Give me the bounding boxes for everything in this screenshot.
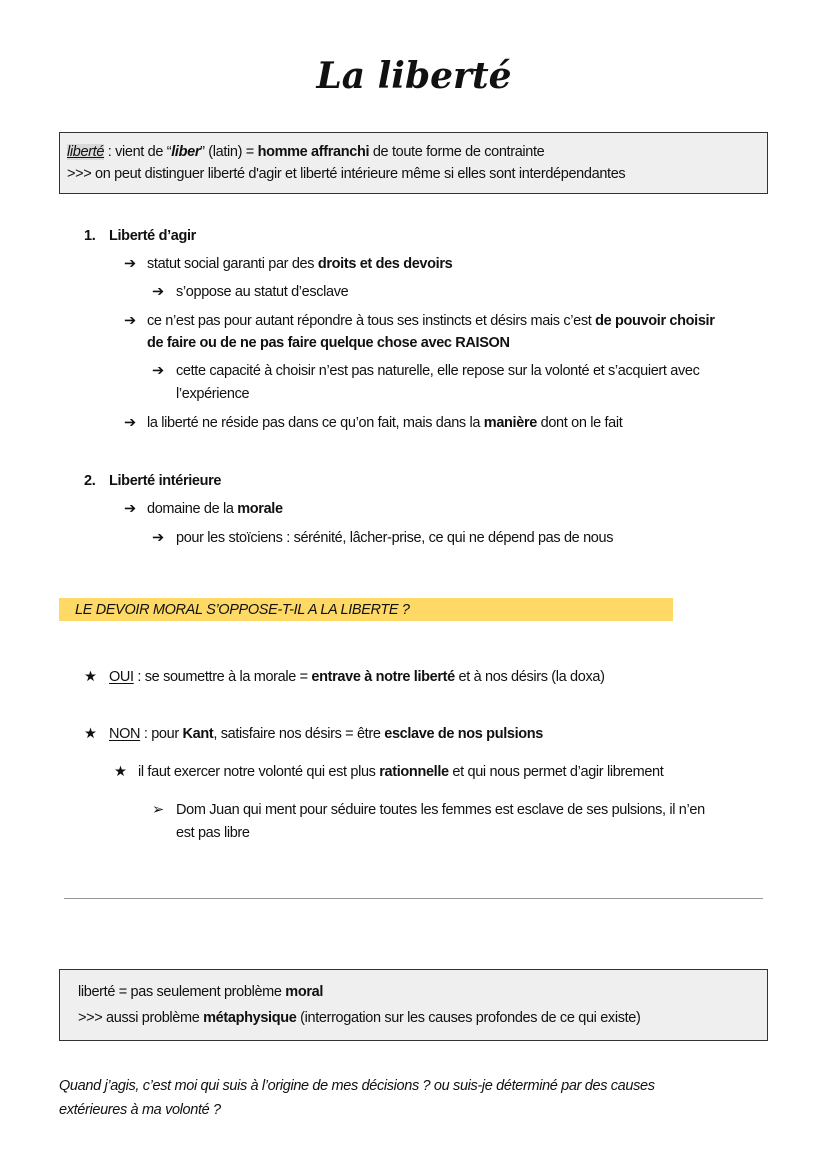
star-icon: ★ [84, 669, 97, 685]
bold-text: entrave à notre liberté [311, 669, 455, 685]
sub-list-item: cette capacité à choisir n’est pas naturelle, elle repose sur la volonté et s’acquiert avec [176, 363, 700, 379]
number: 2. [84, 473, 96, 489]
arrow-icon: ➔ [124, 415, 136, 431]
text: de toute forme de contrainte [369, 144, 545, 160]
text: , satisfaire nos désirs = être [213, 726, 385, 742]
oui-label: OUI [109, 669, 134, 685]
definition-line-1 [67, 141, 544, 163]
answer-oui [109, 666, 605, 688]
text: et à nos désirs (la doxa) [454, 669, 605, 685]
divider [64, 898, 763, 899]
star-icon: ★ [114, 764, 127, 780]
sub-answer [138, 761, 663, 783]
page-title: La liberté [316, 55, 512, 97]
bold-text: de faire ou de ne pas faire quelque chose avec RAISON [147, 335, 510, 351]
arrow-icon: ➔ [124, 256, 136, 272]
bold-text: esclave de nos pulsions [384, 726, 543, 742]
box2-line-2 [78, 1007, 640, 1029]
bold-text: morale [237, 501, 283, 517]
list-item [147, 253, 452, 275]
question-banner [59, 598, 673, 621]
text: >>> aussi problème [78, 1010, 204, 1026]
list-item [147, 310, 715, 332]
example: Dom Juan qui ment pour séduire toutes les femmes est esclave de ses pulsions, il n’en [176, 802, 705, 818]
arrow-icon: ➔ [152, 530, 164, 546]
section2-number [84, 470, 95, 492]
text: ” (latin) = [200, 144, 258, 160]
sub-list-item: s’oppose au statut d’esclave [176, 284, 349, 300]
bold-text: métaphysique [203, 1010, 297, 1026]
number: 1. [84, 228, 96, 244]
arrow-icon: ➔ [124, 313, 136, 329]
example-continuation: est pas libre [176, 825, 250, 841]
non-label: NON [109, 726, 141, 742]
latin-word: liber [171, 144, 201, 160]
section2-heading [109, 470, 221, 492]
closing-question-line-2: extérieures à ma volonté ? [59, 1102, 221, 1118]
bold-text: homme affranchi [257, 144, 370, 160]
bold-text: de pouvoir choisir [595, 313, 715, 329]
banner-text: LE DEVOIR MORAL S’OPPOSE-T-IL A LA LIBERTE ? [75, 602, 410, 618]
heading: Liberté d’agir [109, 228, 196, 244]
list-item [147, 498, 283, 520]
metaphysics-box [59, 969, 768, 1041]
text: liberté = pas seulement problème [78, 984, 286, 1000]
text: ce n’est pas pour autant répondre à tous ses instincts et désirs mais c’est [147, 313, 596, 329]
text: : pour [140, 726, 183, 742]
star-icon: ★ [84, 726, 97, 742]
bold-text: Kant [182, 726, 214, 742]
text: (interrogation sur les causes profondes de ce qui existe) [296, 1010, 641, 1026]
sub-list-item: pour les stoïciens : sérénité, lâcher-prise, ce qui ne dépend pas de nous [176, 530, 614, 546]
box2-line-1 [78, 981, 323, 1003]
bold-text: rationnelle [379, 764, 449, 780]
bold-text: manière [483, 415, 537, 431]
definition-line-2: >>> on peut distinguer liberté d'agir et liberté intérieure même si elles sont interdépendantes [67, 166, 626, 182]
bold-text: moral [285, 984, 324, 1000]
list-item [147, 412, 622, 434]
arrow-icon: ➔ [124, 501, 136, 517]
definition-box [59, 132, 768, 194]
closing-question-line-1: Quand j’agis, c’est moi qui suis à l’origine de mes décisions ? ou suis-je déterminé par des causes [59, 1078, 655, 1094]
sub-list-item-continuation: l’expérience [176, 386, 250, 402]
answer-non [109, 723, 543, 745]
text: la liberté ne réside pas dans ce qu’on fait, mais dans la [147, 415, 484, 431]
section1-number [84, 225, 95, 247]
bold-text: droits et des devoirs [317, 256, 453, 272]
section1-heading [109, 225, 196, 247]
arrow-icon: ➔ [152, 363, 164, 379]
term: liberté [67, 144, 105, 160]
pointer-icon: ➢ [152, 802, 164, 818]
text: statut social garanti par des [147, 256, 318, 272]
heading: Liberté intérieure [109, 473, 222, 489]
text: : vient de “ [104, 144, 172, 160]
text: : se soumettre à la morale = [133, 669, 312, 685]
text: domaine de la [147, 501, 238, 517]
list-item-continuation [147, 332, 510, 354]
arrow-icon: ➔ [152, 284, 164, 300]
text: dont on le fait [536, 415, 623, 431]
text: il faut exercer notre volonté qui est plus [138, 764, 380, 780]
text: et qui nous permet d’agir librement [448, 764, 664, 780]
